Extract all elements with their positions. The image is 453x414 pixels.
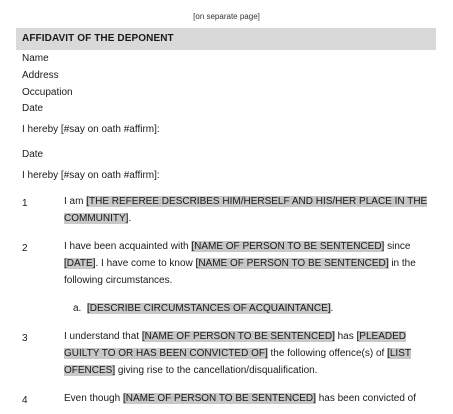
- subitem-a-label: a.: [73, 303, 82, 314]
- subitem-a-line: [DESCRIBE CIRCUMSTANCES OF ACQUAINTANCE].: [87, 303, 334, 314]
- item-number-4: 4: [22, 395, 28, 406]
- placeholder-community: COMMUNITY]: [64, 213, 129, 224]
- placeholder-person-name: [NAME OF PERSON TO BE SENTENCED]: [141, 331, 335, 342]
- placeholder-offences: [LIST: [387, 348, 411, 359]
- item-4-line-1: Even though [NAME OF PERSON TO BE SENTENCED] has been convicted of: [64, 393, 417, 404]
- item-3-line-2: GUILTY TO OR HAS BEEN CONVICTED OF] the following offence(s) of [LIST: [64, 348, 411, 359]
- item-2-line-1: I have been acquainted with [NAME OF PERSON TO BE SENTENCED] since: [64, 241, 411, 252]
- separate-page-note: [on separate page]: [193, 12, 260, 21]
- placeholder-person-name: [NAME OF PERSON TO BE SENTENCED]: [195, 258, 389, 269]
- item-number-1: 1: [22, 198, 28, 209]
- field-address: Address: [22, 70, 59, 81]
- placeholder-referee-description: [THE REFEREE DESCRIBES HIM/HERSELF AND HIS/HER PLACE IN THE: [86, 196, 428, 207]
- item-2-line-3: following circumstances.: [64, 275, 173, 286]
- placeholder-acquaintance-circumstances: [DESCRIBE CIRCUMSTANCES OF ACQUAINTANCE]: [87, 303, 331, 314]
- field-name: Name: [22, 53, 49, 64]
- placeholder-plea-cont: GUILTY TO OR HAS BEEN CONVICTED OF]: [64, 348, 268, 359]
- placeholder-person-name: [NAME OF PERSON TO BE SENTENCED]: [191, 241, 385, 252]
- document-heading: AFFIDAVIT OF THE DEPONENT: [22, 33, 174, 44]
- placeholder-plea: [PLEADED: [356, 331, 406, 342]
- item-number-2: 2: [22, 243, 28, 254]
- item-2-line-2: [DATE]. I have come to know [NAME OF PERSON TO BE SENTENCED] in the: [64, 258, 416, 269]
- date-line-2: Date: [22, 149, 44, 160]
- heading-bar: [16, 28, 436, 50]
- field-date: Date: [22, 103, 44, 114]
- item-number-3: 3: [22, 333, 28, 344]
- item-1-line-2: COMMUNITY].: [64, 213, 132, 224]
- item-1-text: I am: [64, 196, 87, 207]
- item-3-line-3: OFENCES] giving rise to the cancellation/disqualification.: [64, 365, 318, 376]
- placeholder-person-name: [NAME OF PERSON TO BE SENTENCED]: [122, 393, 316, 404]
- oath-line-2: I hereby [#say on oath #affirm]:: [22, 170, 160, 181]
- item-1-line-1: [64, 196, 427, 208]
- placeholder-date: [DATE]: [64, 258, 96, 269]
- field-occupation: Occupation: [22, 87, 73, 98]
- placeholder-offences-cont: OFENCES]: [64, 365, 116, 376]
- item-3-line-1: I understand that [NAME OF PERSON TO BE SENTENCED] has [PLEADED: [64, 331, 406, 342]
- oath-line-1: I hereby [#say on oath #affirm]:: [22, 124, 160, 135]
